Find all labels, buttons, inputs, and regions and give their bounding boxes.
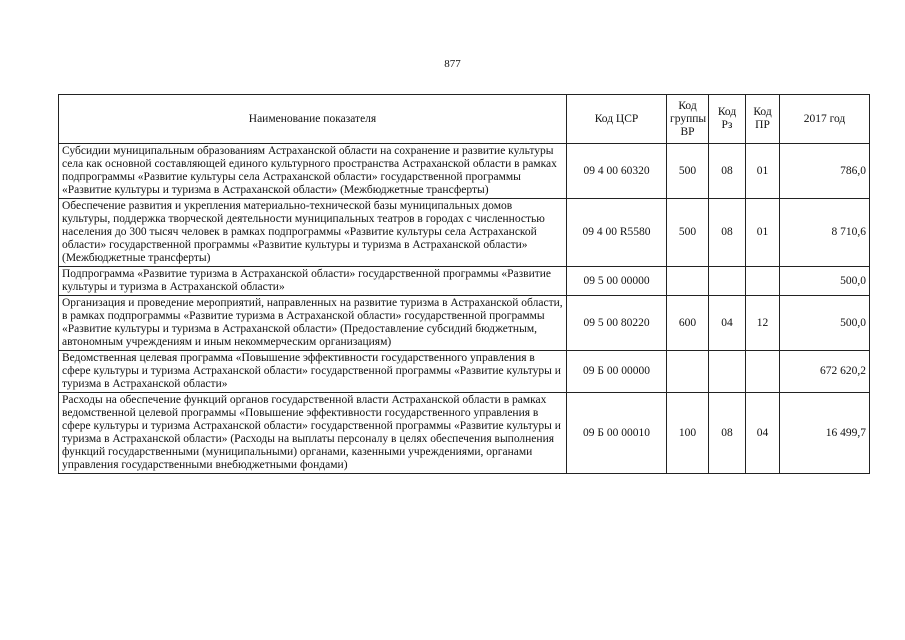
row-csr: 09 Б 00 00000 — [567, 351, 667, 393]
header-pr: Код ПР — [746, 95, 780, 144]
row-amount: 500,0 — [780, 267, 870, 296]
table-row — [59, 393, 870, 474]
table-row — [59, 199, 870, 267]
row-name: Ведомственная целевая программа «Повышение эффективности государственного управления в сфере культуры и туризма Астраханской области» государственной программы «Развитие культуры и туризма в Астраханской области» — [59, 351, 567, 393]
table-row — [59, 296, 870, 351]
header-year: 2017 год — [780, 95, 870, 144]
row-rz: 08 — [709, 199, 746, 267]
row-pr — [746, 351, 780, 393]
header-name: Наименование показателя — [59, 95, 567, 144]
row-vr — [667, 267, 709, 296]
row-vr: 100 — [667, 393, 709, 474]
header-vr: Код группы ВР — [667, 95, 709, 144]
budget-table — [58, 94, 870, 474]
row-vr: 600 — [667, 296, 709, 351]
row-vr — [667, 351, 709, 393]
row-pr: 12 — [746, 296, 780, 351]
row-amount: 500,0 — [780, 296, 870, 351]
row-csr: 09 4 00 60320 — [567, 144, 667, 199]
table-row — [59, 267, 870, 296]
row-name: Подпрограмма «Развитие туризма в Астраханской области» государственной программы «Развитие культуры и туризма в Астраханской области» — [59, 267, 567, 296]
row-csr: 09 5 00 80220 — [567, 296, 667, 351]
row-name: Обеспечение развития и укрепления материально-технической базы муниципальных домов культуры, поддержка творческой деятельности муниципальных театров в городах с численностью населения до 300 тысяч человек в рамках подпрограммы «Развитие культуры села Астраханской области» государственной программы «Развитие культуры и туризма в Астраханской области» (Межбюджетные трансферты) — [59, 199, 567, 267]
row-rz — [709, 351, 746, 393]
row-amount: 672 620,2 — [780, 351, 870, 393]
row-rz — [709, 267, 746, 296]
table-row — [59, 351, 870, 393]
row-pr: 01 — [746, 199, 780, 267]
header-rz: Код Рз — [709, 95, 746, 144]
row-vr: 500 — [667, 144, 709, 199]
row-rz: 08 — [709, 393, 746, 474]
row-amount: 8 710,6 — [780, 199, 870, 267]
page-number: 877 — [444, 58, 461, 70]
row-pr — [746, 267, 780, 296]
row-amount: 786,0 — [780, 144, 870, 199]
table-row — [59, 144, 870, 199]
row-vr: 500 — [667, 199, 709, 267]
row-rz: 04 — [709, 296, 746, 351]
row-name: Организация и проведение мероприятий, направленных на развитие туризма в Астраханской области, в рамках подпрограммы «Развитие туризма в Астраханской области» государственной программы «Развитие культуры и туризма в Астраханской области» (Предоставление субсидий бюджетным, автономным учреждениям и иным некоммерческим организациям) — [59, 296, 567, 351]
table-header-row — [59, 95, 870, 144]
row-csr: 09 5 00 00000 — [567, 267, 667, 296]
row-pr: 04 — [746, 393, 780, 474]
row-pr: 01 — [746, 144, 780, 199]
row-csr: 09 Б 00 00010 — [567, 393, 667, 474]
row-amount: 16 499,7 — [780, 393, 870, 474]
row-rz: 08 — [709, 144, 746, 199]
header-csr: Код ЦСР — [567, 95, 667, 144]
row-name: Субсидии муниципальным образованиям Астраханской области на сохранение и развитие культуры села как основной составляющей единого культурного пространства Астраханской области в рамках подпрограммы «Развитие культуры села Астраханской области» государственной программы «Развитие культуры и туризма в Астраханской области» (Межбюджетные трансферты) — [59, 144, 567, 199]
row-csr: 09 4 00 R5580 — [567, 199, 667, 267]
row-name: Расходы на обеспечение функций органов государственной власти Астраханской области в рамках ведомственной целевой программы «Повышение эффективности государственного управления в сфере культуры и туризма Астраханской области» государственной программы «Развитие культуры и туризма в Астраханской области» (Расходы на выплаты персоналу в целях обеспечения выполнения функций государственными (муниципальными) органами, казенными учреждениями, органами управления государственными внебюджетными фондами) — [59, 393, 567, 474]
